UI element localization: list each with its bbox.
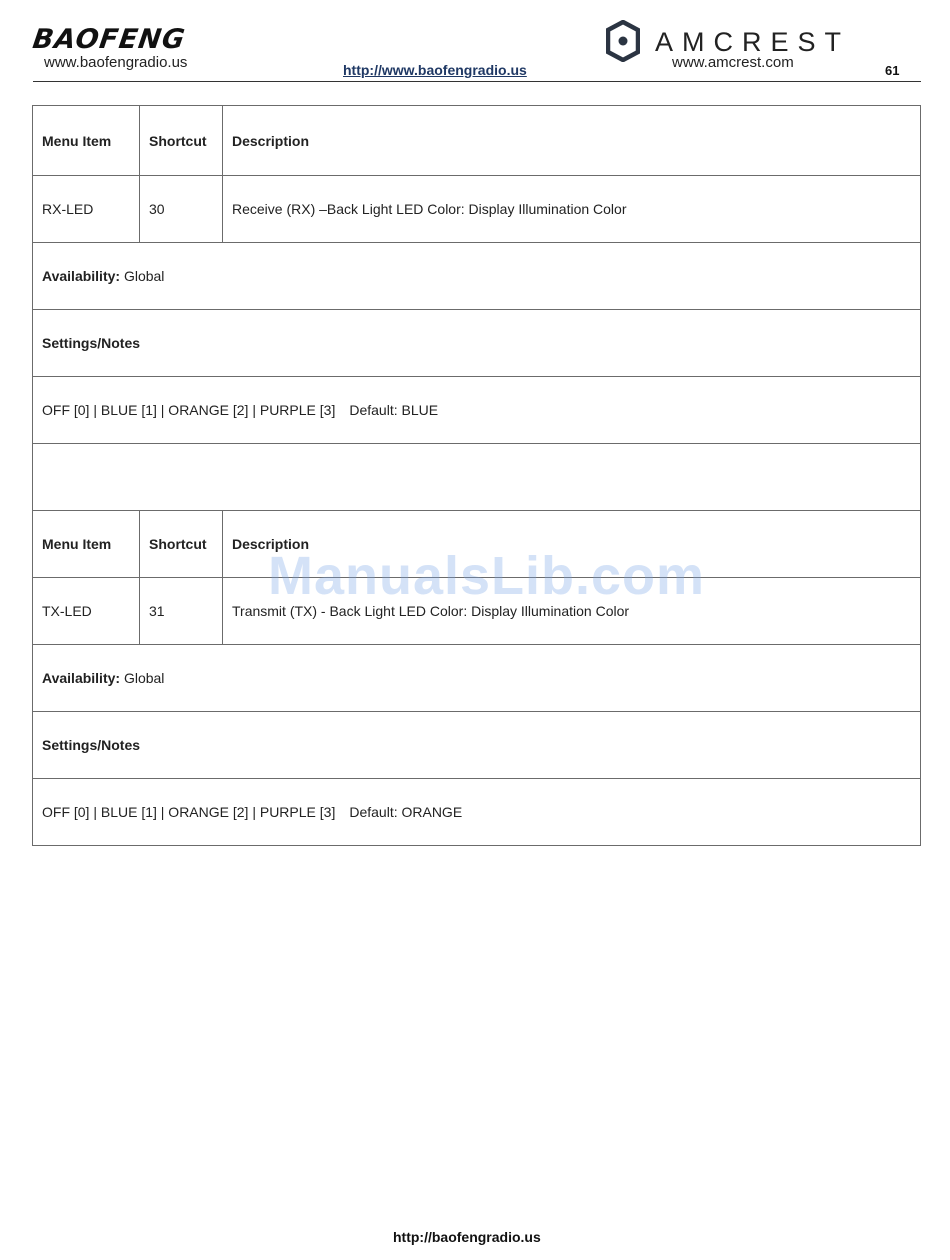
menu-spec-table bbox=[32, 105, 921, 846]
availability-label: Availability: bbox=[42, 268, 121, 284]
amcrest-hexagon-icon bbox=[606, 20, 640, 62]
table-row bbox=[33, 578, 921, 645]
shortcut-cell: 31 bbox=[140, 578, 223, 645]
spacer-row bbox=[33, 444, 921, 511]
shortcut-header: Shortcut bbox=[140, 511, 223, 578]
settings-label-row bbox=[33, 310, 921, 377]
description-header: Description bbox=[223, 106, 921, 176]
settings-cell bbox=[33, 377, 921, 444]
availability-row bbox=[33, 645, 921, 712]
menu-item-header: Menu Item bbox=[33, 106, 140, 176]
baofeng-url: www.baofengradio.us bbox=[44, 54, 188, 71]
manualslib-watermark: ManualsLib.com bbox=[268, 546, 706, 606]
table-header-row bbox=[33, 106, 921, 176]
table-header-row bbox=[33, 511, 921, 578]
availability-cell bbox=[33, 243, 921, 310]
settings-value: OFF [0] | BLUE [1] | ORANGE [2] | PURPLE [3] bbox=[42, 402, 336, 418]
settings-cell bbox=[33, 779, 921, 846]
availability-value: Global bbox=[123, 268, 165, 284]
shortcut-header: Shortcut bbox=[140, 106, 223, 176]
description-cell: Transmit (TX) - Back Light LED Color: Display Illumination Color bbox=[223, 578, 921, 645]
availability-value: Global bbox=[123, 670, 165, 686]
amcrest-logo: AMCREST bbox=[655, 27, 851, 57]
availability-label: Availability: bbox=[42, 670, 121, 686]
default-value: Default: BLUE bbox=[349, 402, 439, 418]
settings-row bbox=[33, 779, 921, 846]
default-value: Default: ORANGE bbox=[349, 804, 463, 820]
menu-item-cell: RX-LED bbox=[33, 176, 140, 243]
settings-value: OFF [0] | BLUE [1] | ORANGE [2] | PURPLE [3] bbox=[42, 804, 336, 820]
menu-item-cell: TX-LED bbox=[33, 578, 140, 645]
page-number: 61 bbox=[885, 63, 900, 78]
shortcut-cell: 30 bbox=[140, 176, 223, 243]
settings-label-row bbox=[33, 712, 921, 779]
spacer-cell bbox=[33, 444, 921, 511]
availability-row bbox=[33, 243, 921, 310]
footer-link[interactable]: http://baofengradio.us bbox=[393, 1229, 541, 1245]
header-rule bbox=[33, 81, 921, 82]
settings-label: Settings/Notes bbox=[33, 712, 921, 779]
menu-item-header: Menu Item bbox=[33, 511, 140, 578]
availability-cell bbox=[33, 645, 921, 712]
baofeng-logo: BAOFENG bbox=[30, 24, 188, 55]
settings-row bbox=[33, 377, 921, 444]
header-link[interactable]: http://www.baofengradio.us bbox=[343, 62, 527, 78]
description-cell: Receive (RX) –Back Light LED Color: Display Illumination Color bbox=[223, 176, 921, 243]
amcrest-url: www.amcrest.com bbox=[672, 54, 794, 71]
table-row bbox=[33, 176, 921, 243]
description-header: Description bbox=[223, 511, 921, 578]
settings-label: Settings/Notes bbox=[33, 310, 921, 377]
